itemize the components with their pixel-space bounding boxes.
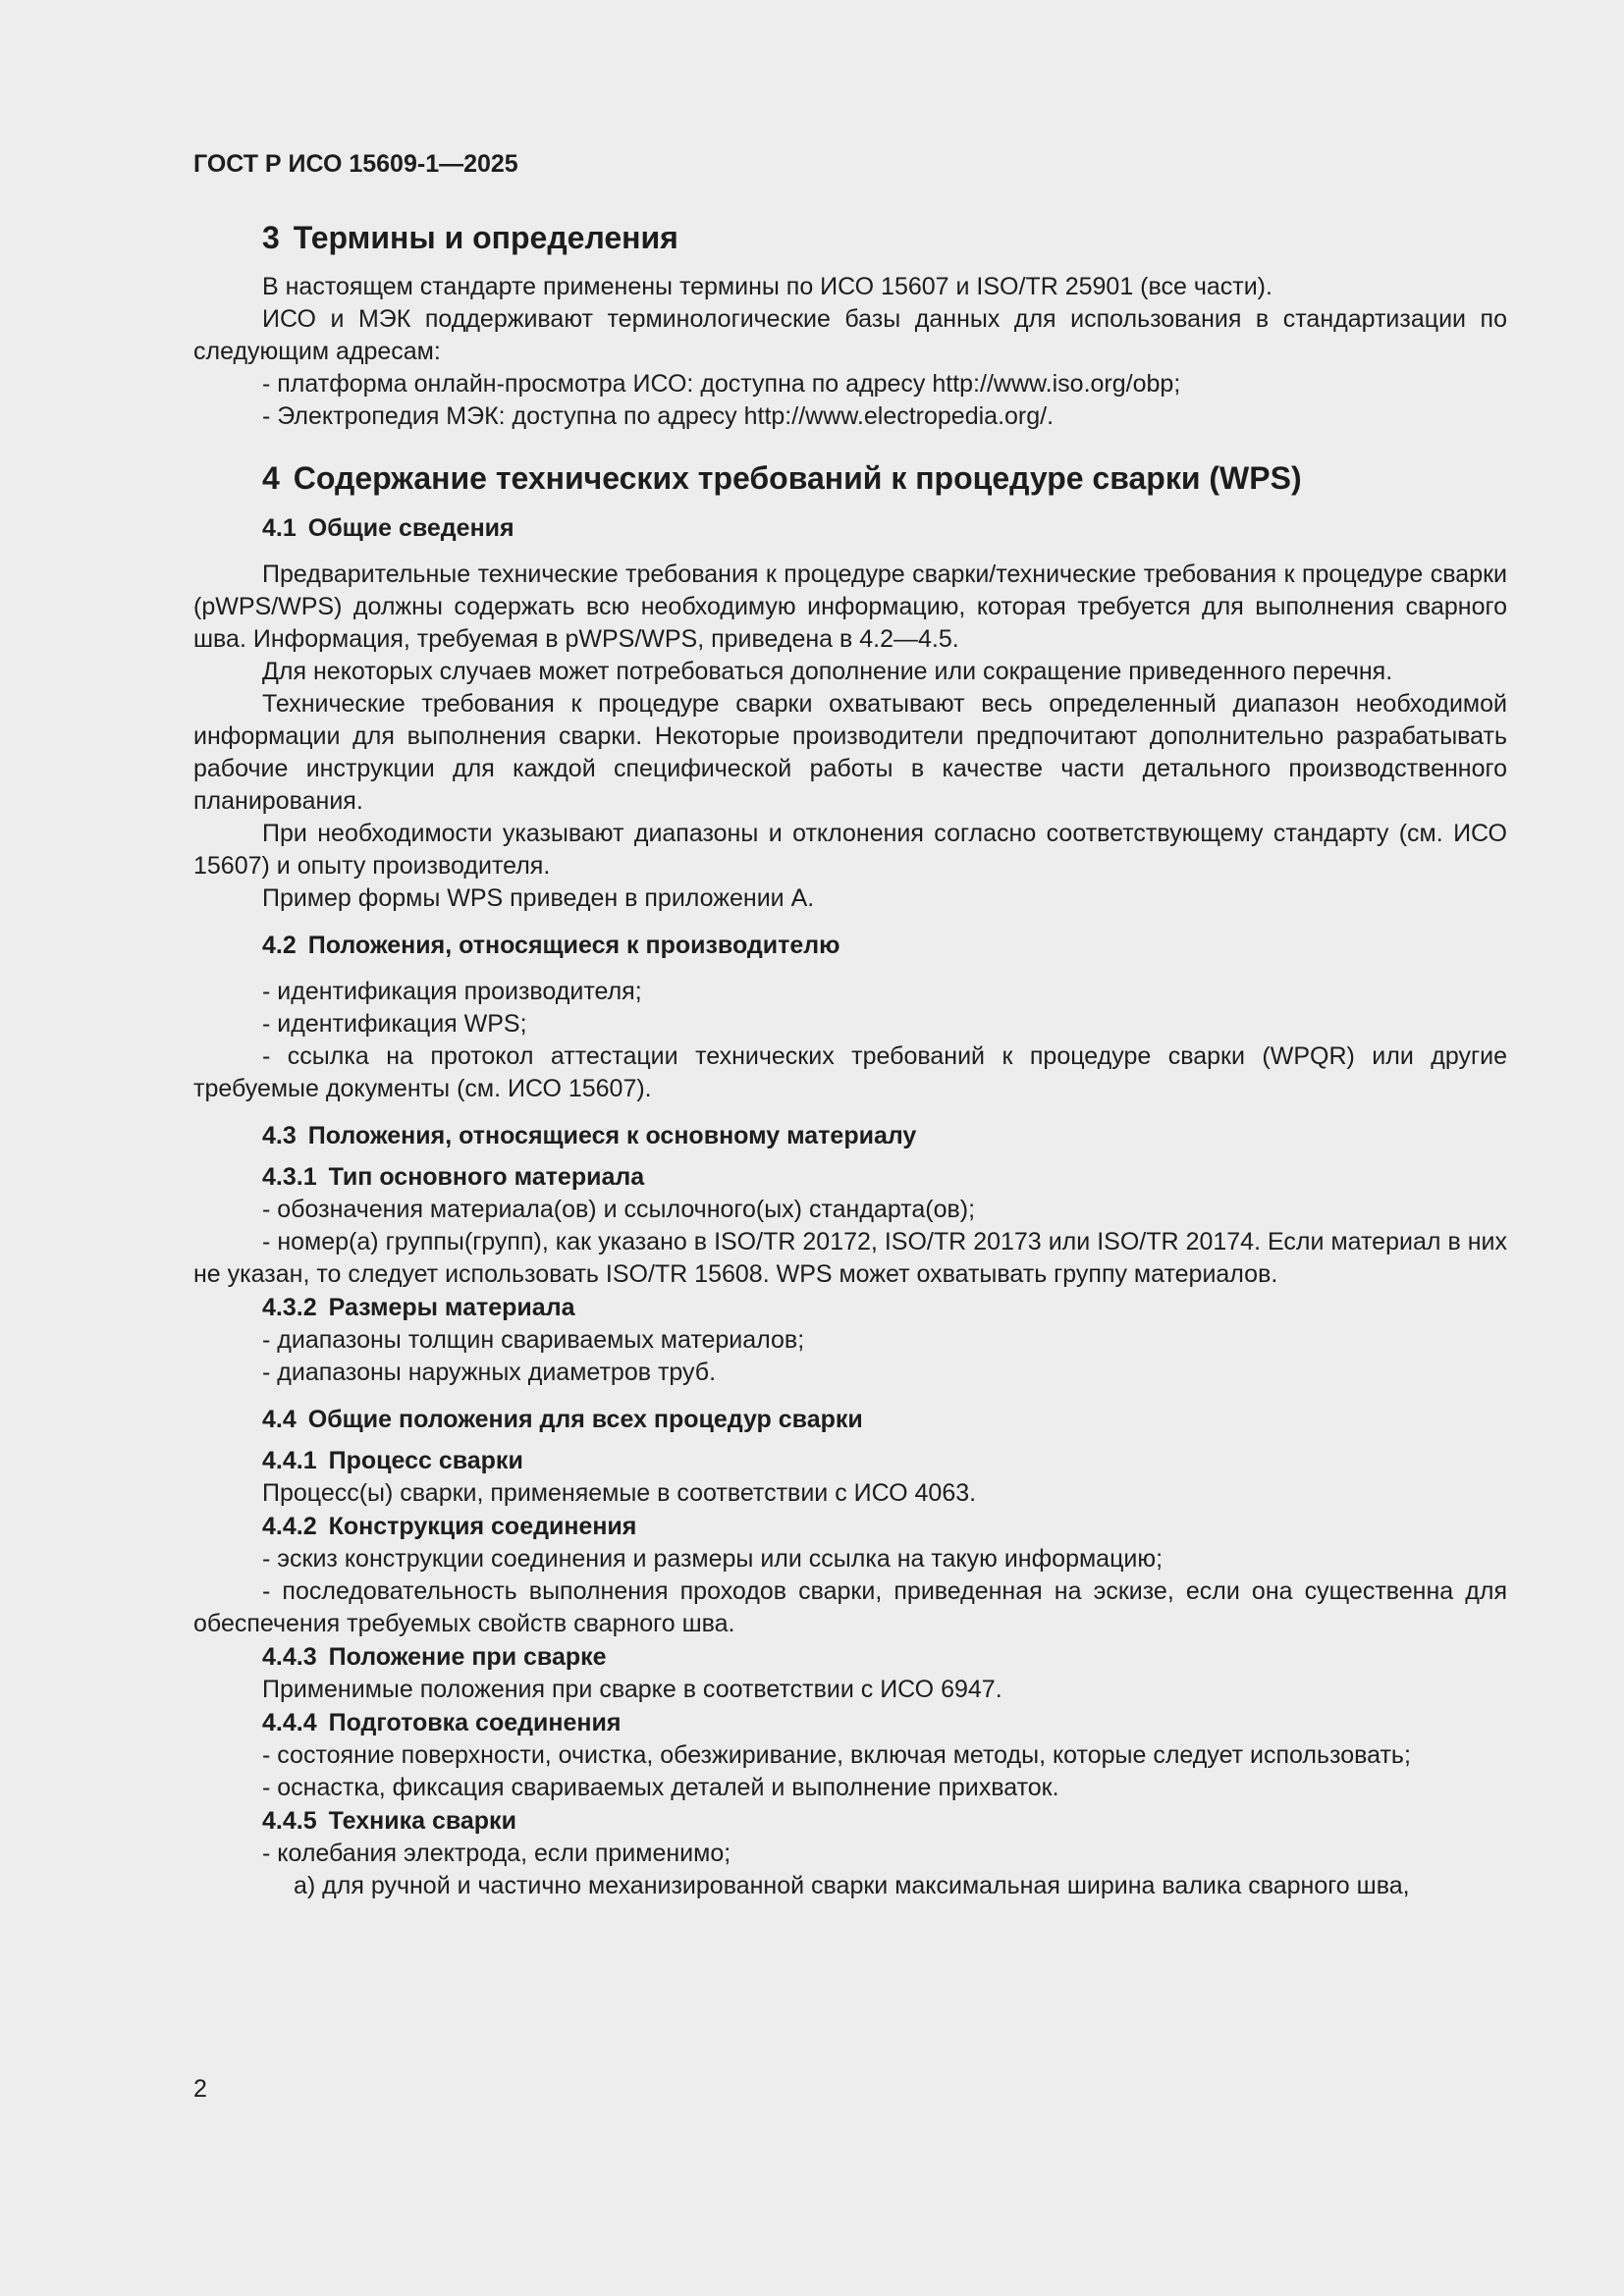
list-item: - эскиз конструкции соединения и размеры или ссылка на такую информацию; (262, 1545, 1164, 1573)
subsection-title: Общие сведения (307, 514, 514, 542)
paragraph: Технические требования к процедуре сварки охватывают весь определенный диапазон необходимой информации для выполнения сварки. Некоторые производители предпочитают дополнительно разрабатывать рабочие инструкции для каждой специфической работы в качестве части детального производственного планирования. (193, 690, 1507, 815)
subsection-number: 4.4.1 (262, 1447, 317, 1474)
subsection-number: 4.4.3 (262, 1643, 317, 1671)
page-number: 2 (193, 2075, 207, 2103)
subsection-title: Конструкция соединения (328, 1513, 637, 1540)
subsection-title: Размеры материала (328, 1294, 575, 1321)
list-item: - ссылка на протокол аттестации технических требований к процедуре сварки (WPQR) или другие требуемые документы (см. ИСО 15607). (193, 1042, 1507, 1102)
subsection-4-4-4-heading (193, 1706, 1507, 1739)
list-item: - оснастка, фиксация свариваемых деталей и выполнение прихваток. (262, 1774, 1059, 1801)
subsection-4-4-heading (193, 1403, 1507, 1436)
subsection-title: Техника сварки (328, 1807, 516, 1835)
subsection-4-4-5-heading (193, 1804, 1507, 1838)
subsection-number: 4.3 (262, 1122, 297, 1149)
list-item: - платформа онлайн-просмотра ИСО: доступна по адресу http://www.iso.org/obp; (262, 370, 1181, 398)
subsection-number: 4.3.1 (262, 1163, 317, 1191)
subsection-number: 4.4.2 (262, 1513, 317, 1540)
subsection-title: Положения, относящиеся к основному материалу (307, 1122, 917, 1149)
subsection-title: Положение при сварке (328, 1643, 607, 1671)
list-item: - колебания электрода, если применимо; (262, 1840, 731, 1867)
subsection-4-3-2-heading (193, 1291, 1507, 1324)
section-title: Термины и определения (293, 220, 678, 255)
paragraph: При необходимости указывают диапазоны и отклонения согласно соответствующему стандарту (см. ИСО 15607) и опыту производителя. (193, 820, 1507, 880)
subsection-number: 4.1 (262, 514, 297, 542)
subsection-4-3-1-heading (193, 1160, 1507, 1194)
paragraph: Предварительные технические требования к процедуре сварки/технические требования к процедуре сварки (pWPS/WPS) должны содержать всю необходимую информацию, которая требуется для выполнения сварного шва. Информация, требуемая в pWPS/WPS, приведена в 4.2—4.5. (193, 561, 1507, 653)
paragraph: В настоящем стандарте применены термины по ИСО 15607 и ISO/TR 25901 (все части). (262, 273, 1272, 300)
list-item: - последовательность выполнения проходов сварки, приведенная на эскизе, если она существенна для обеспечения требуемых свойств сварного шва. (193, 1577, 1507, 1637)
document-page (193, 147, 1507, 1902)
subsection-title: Общие положения для всех процедур сварки (307, 1406, 863, 1433)
section-4-heading (193, 458, 1507, 498)
paragraph: Пример формы WPS приведен в приложении А. (262, 884, 815, 912)
subsection-title: Процесс сварки (328, 1447, 523, 1474)
paragraph: Для некоторых случаев может потребоваться дополнение или сокращение приведенного перечня. (262, 658, 1393, 685)
list-item: - номер(а) группы(групп), как указано в ISO/TR 20172, ISO/TR 20173 или ISO/TR 20174. Если материал в них не указан, то следует использовать ISO/TR 15608. WPS может охватывать группу материалов. (193, 1228, 1507, 1288)
subsection-title: Тип основного материала (328, 1163, 645, 1191)
list-item: - диапазоны толщин свариваемых материалов; (262, 1326, 805, 1354)
paragraph: ИСО и МЭК поддерживают терминологические базы данных для использования в стандартизации по следующим адресам: (193, 305, 1507, 365)
section-number: 3 (262, 220, 280, 255)
document-header: ГОСТ Р ИСО 15609-1—2025 (193, 150, 518, 178)
section-title: Содержание технических требований к процедуре сварки (WPS) (293, 460, 1302, 496)
subsection-4-3-heading (193, 1119, 1507, 1152)
subsection-number: 4.4.4 (262, 1709, 317, 1736)
sub-list-item: а) для ручной и частично механизированной сварки максимальная ширина валика сварного шва, (294, 1872, 1410, 1899)
subsection-number: 4.4.5 (262, 1807, 317, 1835)
subsection-4-4-2-heading (193, 1510, 1507, 1543)
list-item: - идентификация WPS; (262, 1010, 527, 1038)
subsection-title: Подготовка соединения (328, 1709, 622, 1736)
list-item: - Электропедия МЭК: доступна по адресу http://www.electropedia.org/. (262, 402, 1055, 430)
section-number: 4 (262, 460, 280, 496)
subsection-4-2-heading (193, 929, 1507, 962)
paragraph: Процесс(ы) сварки, применяемые в соответствии с ИСО 4063. (262, 1479, 977, 1507)
subsection-4-1-heading (193, 511, 1507, 545)
section-3-heading (193, 218, 1507, 257)
list-item: - обозначения материала(ов) и ссылочного(ых) стандарта(ов); (262, 1196, 976, 1223)
subsection-4-4-1-heading (193, 1444, 1507, 1477)
list-item: - состояние поверхности, очистка, обезжиривание, включая методы, которые следует использовать; (262, 1741, 1411, 1769)
subsection-title: Положения, относящиеся к производителю (307, 932, 840, 959)
subsection-4-4-3-heading (193, 1640, 1507, 1674)
list-item: - диапазоны наружных диаметров труб. (262, 1359, 717, 1386)
subsection-number: 4.3.2 (262, 1294, 317, 1321)
subsection-number: 4.4 (262, 1406, 297, 1433)
list-item: - идентификация производителя; (262, 978, 642, 1005)
paragraph: Применимые положения при сварке в соответствии с ИСО 6947. (262, 1676, 1002, 1703)
subsection-number: 4.2 (262, 932, 297, 959)
